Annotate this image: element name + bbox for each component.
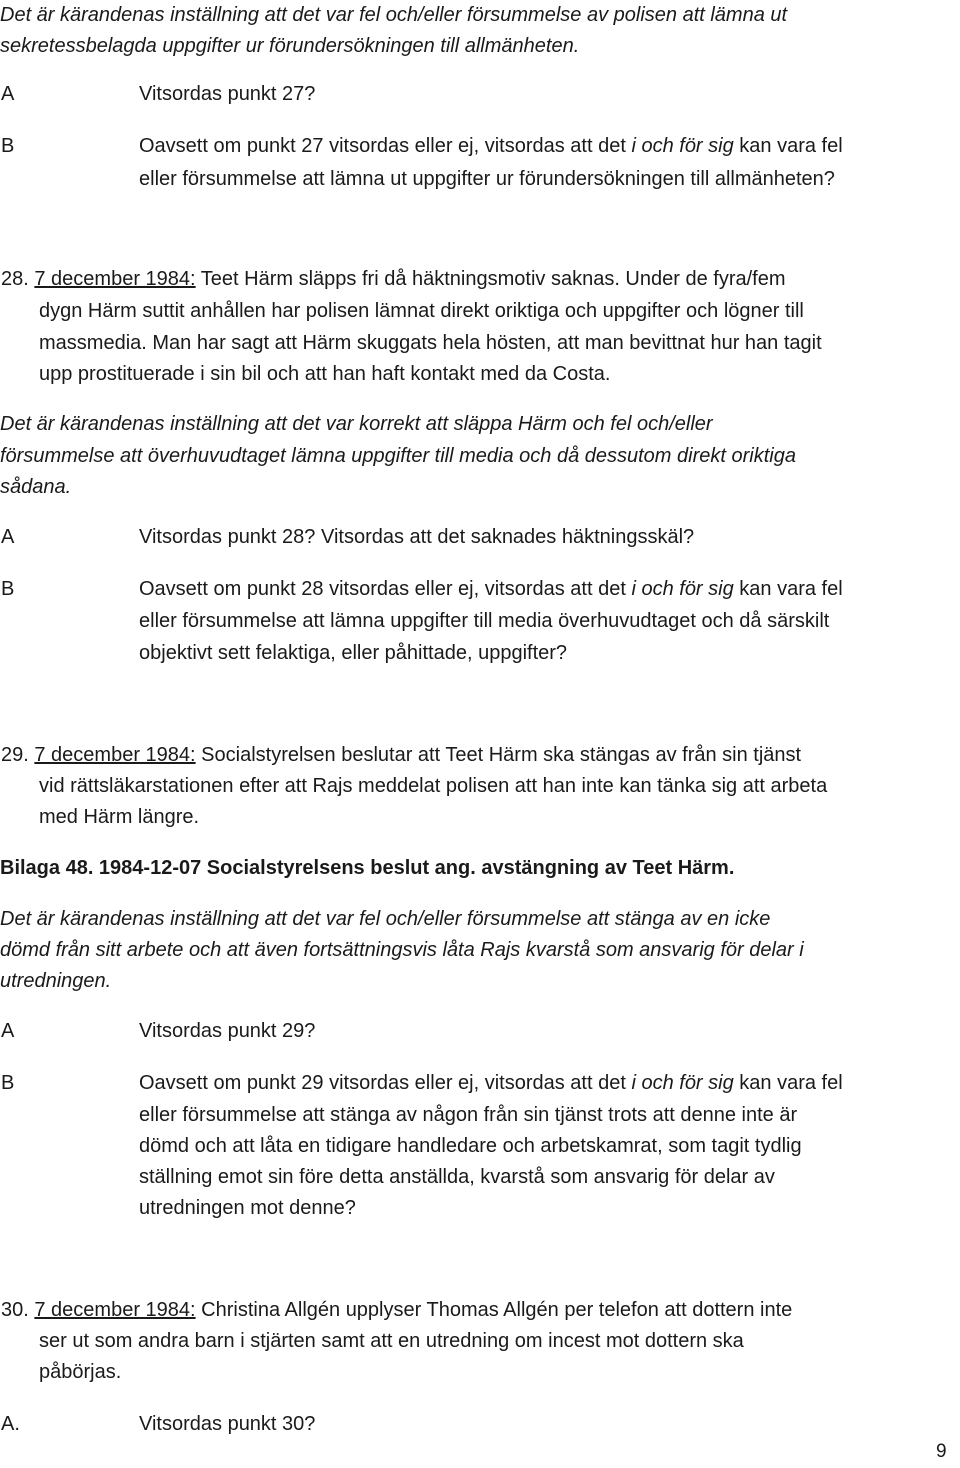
question-text: eller försummelse att lämna uppgifter till media överhuvudtaget och då särskilt xyxy=(139,610,830,632)
answer-label-b: B xyxy=(1,135,15,157)
page-number: 9 xyxy=(936,1441,947,1462)
answer-label-b: B xyxy=(1,578,15,600)
conclusion-text: sådana. xyxy=(0,476,72,498)
item-paragraph-29: 29. 7 december 1984: Socialstyrelsen beslutar att Teet Härm ska stängas av från sin tjänst xyxy=(1,744,802,766)
item-text: vid rättsläkarstationen efter att Rajs meddelat polisen att han inte kan tänka sig att arbeta xyxy=(39,775,828,797)
item-text: påbörjas. xyxy=(39,1361,122,1383)
question-text: Vitsordas punkt 29? xyxy=(139,1020,316,1042)
question-text: Oavsett om punkt 28 vitsordas eller ej, vitsordas att det i och för sig kan vara fel xyxy=(139,578,843,600)
conclusion-text: Det är kärandenas inställning att det var fel och/eller försummelse av polisen att lämna ut xyxy=(0,4,788,26)
answer-label-b: B xyxy=(1,1072,15,1094)
answer-label-a: A xyxy=(1,526,15,548)
item-text: dygn Härm suttit anhållen har polisen lämnat direkt oriktiga och uppgifter och lögner till xyxy=(39,300,804,322)
conclusion-text: utredningen. xyxy=(0,970,112,992)
item-text: med Härm längre. xyxy=(39,806,200,828)
question-text: objektivt sett felaktiga, eller påhittade, uppgifter? xyxy=(139,642,568,664)
answer-label-a: A xyxy=(1,1020,15,1042)
question-text: eller försummelse att stänga av någon från sin tjänst trots att denne inte är xyxy=(139,1104,798,1126)
item-number: 29. xyxy=(1,744,29,766)
answer-label-a: A xyxy=(1,83,15,105)
conclusion-text: dömd från sitt arbete och att även fortsättningsvis låta Rajs kvarstå som ansvarig för delar i xyxy=(0,939,804,961)
question-text: Oavsett om punkt 29 vitsordas eller ej, vitsordas att det i och för sig kan vara fel xyxy=(139,1072,843,1094)
item-paragraph-28: 28. 7 december 1984: Teet Härm släpps fri då häktningsmotiv saknas. Under de fyra/fem xyxy=(1,268,786,290)
question-text: Vitsordas punkt 30? xyxy=(139,1413,316,1435)
item-date: 7 december 1984: xyxy=(34,1299,196,1321)
question-text: Vitsordas punkt 28? Vitsordas att det saknades häktningsskäl? xyxy=(139,526,695,548)
conclusion-text: sekretessbelagda uppgifter ur förundersökningen till allmänheten. xyxy=(0,35,580,57)
item-paragraph-30: 30. 7 december 1984: Christina Allgén upplyser Thomas Allgén per telefon att dottern inte xyxy=(1,1299,793,1321)
item-text: massmedia. Man har sagt att Härm skuggats hela hösten, att man bevittnat hur han tagit xyxy=(39,332,822,354)
question-text: utredningen mot denne? xyxy=(139,1197,356,1219)
question-text: Vitsordas punkt 27? xyxy=(139,83,316,105)
item-number: 28. xyxy=(1,268,29,290)
conclusion-text: försummelse att överhuvudtaget lämna uppgifter till media och då dessutom direkt oriktiga xyxy=(0,445,796,467)
item-text: upp prostituerade i sin bil och att han haft kontakt med da Costa. xyxy=(39,363,611,385)
conclusion-text: Det är kärandenas inställning att det var korrekt att släppa Härm och fel och/eller xyxy=(0,413,713,435)
item-date: 7 december 1984: xyxy=(34,744,196,766)
item-number: 30. xyxy=(1,1299,29,1321)
question-text: eller försummelse att lämna ut uppgifter ur förundersökningen till allmänheten? xyxy=(139,168,835,190)
question-text: ställning emot sin före detta anställda, kvarstå som ansvarig för delar av xyxy=(139,1166,775,1188)
item-text: ser ut som andra barn i stjärten samt att en utredning om incest mot dottern ska xyxy=(39,1330,744,1352)
item-date: 7 december 1984: xyxy=(34,268,196,290)
question-text: Oavsett om punkt 27 vitsordas eller ej, vitsordas att det i och för sig kan vara fel xyxy=(139,135,843,157)
answer-label-a: A. xyxy=(1,1413,20,1435)
attachment-reference: Bilaga 48. 1984-12-07 Socialstyrelsens beslut ang. avstängning av Teet Härm. xyxy=(0,857,735,879)
conclusion-text: Det är kärandenas inställning att det var fel och/eller försummelse att stänga av en icke xyxy=(0,908,771,930)
question-text: dömd och att låta en tidigare handledare och arbetskamrat, som tagit tydlig xyxy=(139,1135,802,1157)
